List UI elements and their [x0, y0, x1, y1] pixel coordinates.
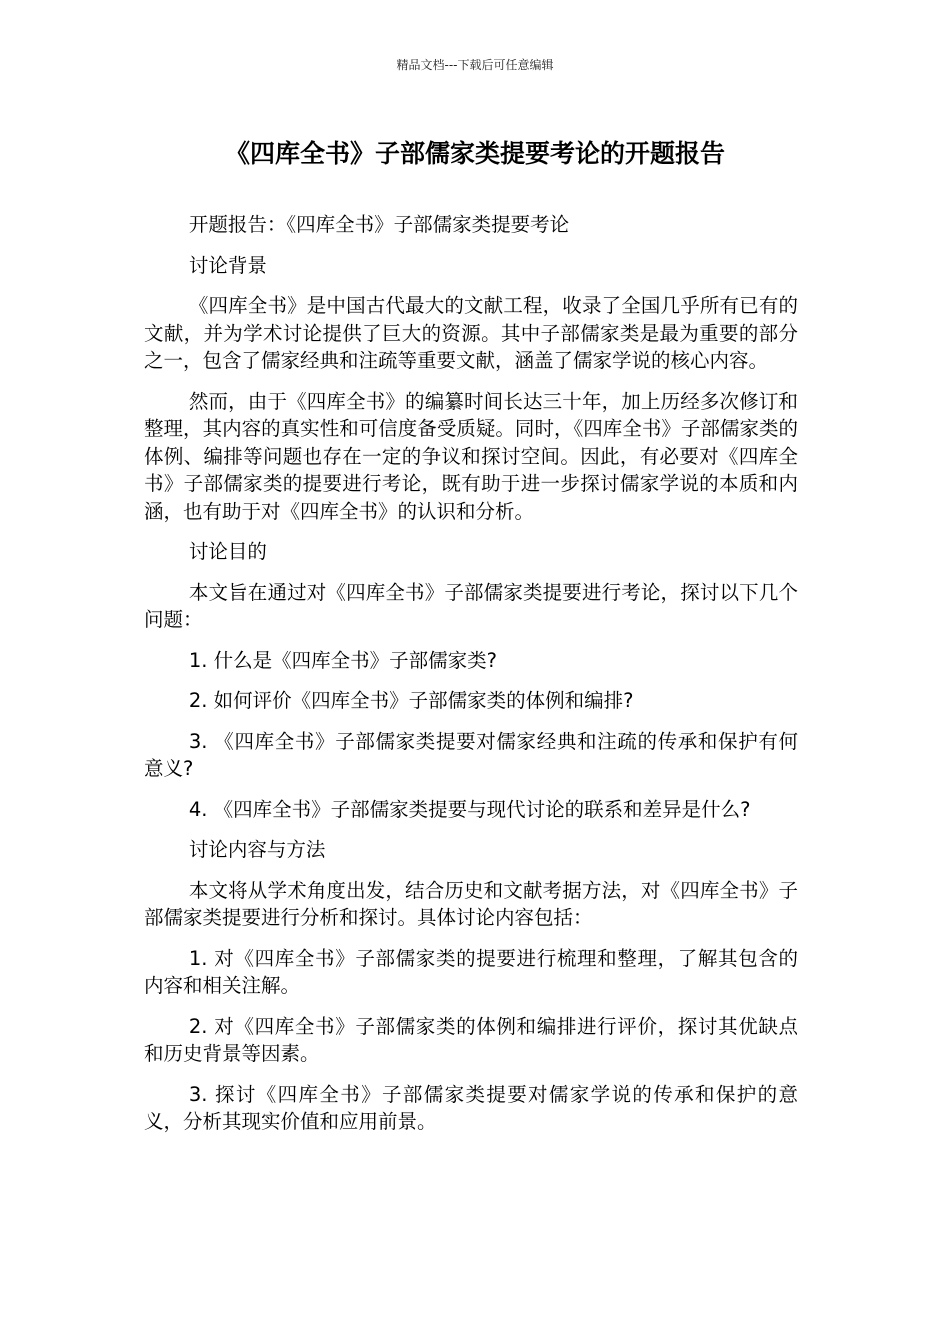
list-item-question-4: 4. 《四库全书》子部儒家类提要与现代讨论的联系和差异是什么?	[188, 797, 751, 821]
section-heading-background: 讨论背景	[188, 253, 267, 277]
document-title: 《四库全书》子部儒家类提要考论的开题报告	[224, 139, 725, 168]
paragraph-purpose-intro: 本文旨在通过对《四库全书》子部儒家类提要进行考论，探讨以下几个问题：	[144, 580, 798, 631]
paragraph-content-intro: 本文将从学术角度出发，结合历史和文献考据方法，对《四库全书》子部儒家类提要进行分析和探讨。具体讨论内容包括：	[144, 878, 798, 929]
list-item-content-2: 2. 对《四库全书》子部儒家类的体例和编排进行评价，探讨其优缺点和历史背景等因素。	[144, 1014, 798, 1065]
section-heading-purpose: 讨论目的	[188, 540, 267, 563]
list-item-question-1: 1. 什么是《四库全书》子部儒家类?	[188, 648, 497, 672]
paragraph-background-1: 《四库全书》是中国古代最大的文献工程，收录了全国几乎所有已有的文献，并为学术讨论提供了巨大的资源。其中子部儒家类是最为重要的部分之一，包含了儒家经典和注疏等重要文献，涵盖了儒家学说的核心内容。	[144, 294, 798, 372]
list-item-content-3: 3. 探讨《四库全书》子部儒家类提要对儒家学说的传承和保护的意义，分析其现实价值和应用前景。	[144, 1082, 798, 1133]
list-item-question-3: 3. 《四库全书》子部儒家类提要对儒家经典和注疏的传承和保护有何意义?	[144, 729, 798, 780]
paragraph-report-label: 开题报告：《四库全书》子部儒家类提要考论	[188, 213, 570, 236]
list-item-question-2: 2. 如何评价《四库全书》子部儒家类的体例和编排?	[188, 689, 634, 712]
list-item-content-1: 1. 对《四库全书》子部儒家类的提要进行梳理和整理，了解其包含的内容和相关注解。	[144, 946, 798, 997]
document-body	[144, 211, 798, 1149]
section-heading-content-method: 讨论内容与方法	[188, 838, 326, 861]
paragraph-background-2: 然而，由于《四库全书》的编纂时间长达三十年，加上历经多次修订和整理，其内容的真实性和可信度备受质疑。同时，《四库全书》子部儒家类的体例、编排等问题也存在一定的争议和探讨空间。因此，有必要对《四库全书》子部儒家类的提要进行考论，既有助于进一步探讨儒家学说的本质和内涵，也有助于对《四库全书》的认识和分析。	[144, 389, 798, 523]
page-header: 精品文档---下载后可任意编辑	[396, 58, 554, 72]
